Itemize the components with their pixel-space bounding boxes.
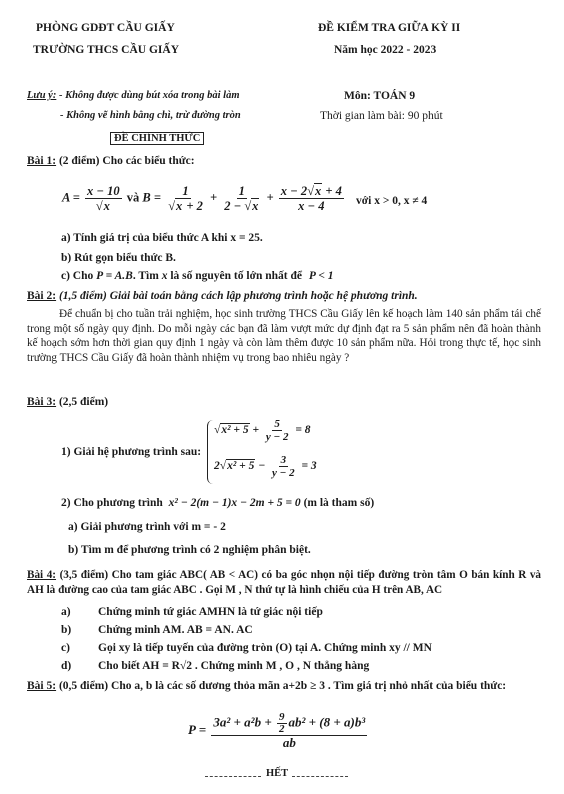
bai1-c-formula: P = A.B (96, 270, 133, 282)
footer-rule-left (205, 776, 261, 777)
bai1-a: a) Tính giá trị của biểu thức A khi x = 25. (61, 232, 263, 244)
bai1-c-mid: . Tìm (132, 270, 159, 282)
bai5-expression: P = 3a² + a²b + $\frac{9}{2}$ ab² + (8 + a)b³ ab (188, 711, 366, 750)
bai1-c-var: x (161, 270, 168, 282)
school-name: TRƯỜNG THCS CẦU GIẤY (33, 44, 180, 56)
bai4-intro: (3,5 điểm) Cho tam giác ABC( AB < AC) có ba góc nhọn nội tiếp đường tròn tâm O bán kính R và AH là đường cao của tam giác ABC . Gọi M , N thứ tự là hình chiếu của H trên AB, AC (27, 569, 542, 596)
note-text-1: - Không được dùng bút xóa trong bài làm (58, 90, 240, 101)
bai4-text-c: Gọi xy là tiếp tuyến của đường tròn (O) tại A. Chứng minh xy // MN (98, 642, 432, 654)
bai3-q2 (61, 497, 374, 509)
bai3-heading (27, 396, 108, 408)
bai3-q2-equation: x² − 2(m − 1)x − 2m + 5 = 0 (168, 497, 301, 509)
footer-end: HẾT (266, 768, 289, 779)
bai2-title: Bài 2: (27, 290, 57, 302)
bai3-intro: (2,5 điểm) (58, 396, 109, 408)
bai1-condition: với x > 0, x ≠ 4 (356, 195, 428, 207)
bai3-q2-post: (m là tham số) (303, 497, 375, 509)
bai1-c (61, 270, 334, 282)
official-stamp: ĐỀ CHÍNH THỨC (110, 132, 204, 145)
bai4-label-c: c) (61, 642, 70, 654)
bai4-label-b: b) (61, 624, 72, 636)
expression-a-b: A = $\frac{x - 10}{√x}$ và B = $\frac{1}{√x + 2}$ + $\frac{1}{2 - √x}$ + $\frac{x - 2√x + 4}{x - 4}$ (62, 184, 342, 213)
bai3-q1: 1) Giải hệ phương trình sau: (61, 446, 202, 458)
bai3-q2b: b) Tìm m để phương trình có 2 nghiệm phân biệt. (68, 544, 311, 556)
system-eq-1: √x² + 5 + $\frac{5}{y - 2}$ = 8 (214, 418, 311, 443)
bai1-heading (27, 155, 195, 167)
bai2-intro: (1,5 điểm) Giải bài toán bằng cách lập phương trình hoặc hệ phương trình. (58, 290, 418, 302)
bai5-title: Bài 5: (27, 680, 57, 692)
bai3-q2-pre: 2) Cho phương trình (61, 497, 163, 509)
bai4-text-a: Chứng minh tứ giác AMHN là tứ giác nội tiếp (98, 606, 323, 618)
bai1-intro: (2 điểm) Cho các biểu thức: (58, 155, 195, 167)
bai4-label-d: d) (61, 660, 72, 672)
footer-rule-right (292, 776, 348, 777)
bai1-c-pre: c) Cho (61, 270, 94, 282)
bai4-title: Bài 4: (27, 569, 57, 581)
bai2-heading (27, 290, 418, 302)
bai1-c-post: là số nguyên tố lớn nhất để (170, 270, 302, 282)
duration: Thời gian làm bài: 90 phút (320, 110, 443, 122)
bai4-label-a: a) (61, 606, 71, 618)
bai2-body: Để chuẩn bị cho tuần trải nghiệm, học sinh trường THCS Cầu Giấy lên kế hoạch làm 140 sản phẩm tái chế trong một số ngày quy định. Do mỗi ngày các bạn đã làm vượt mức dự định đạt ra 5 sản phẩm nên đã hoàn thành kế hoạch sớm hơn thời gian quy định 1 ngày và còn làm thêm được 10 sản phẩm nữa. Hỏi trong thực tế, học sinh trường THCS Cầu Giấy đã hoàn thành nhiệm vụ trong bao nhiêu ngày ? (27, 308, 541, 364)
bai4-intro-block (27, 568, 541, 597)
bai3-title: Bài 3: (27, 396, 57, 408)
bai5-intro: (0,5 điểm) Cho a, b là các số dương thỏa mãn a+2b ≥ 3 . Tìm giá trị nhỏ nhất của biểu thức: (58, 680, 507, 692)
bai3-q2a: a) Giải phương trình với m = - 2 (68, 521, 226, 533)
system-eq-2: 2√x² + 5 − $\frac{3}{y - 2}$ = 3 (214, 454, 317, 479)
exam-title: ĐỀ KIỂM TRA GIỮA KỲ II (318, 22, 461, 34)
bai5-heading (27, 680, 506, 692)
note-line-1 (27, 90, 240, 101)
bai4-text-b: Chứng minh AM. AB = AN. AC (98, 624, 253, 636)
bai1-b: b) Rút gọn biểu thức B. (61, 252, 176, 264)
note-text-2: - Không vẽ hình bằng chì, trừ đường tròn (60, 110, 241, 121)
note-label: Lưu ý: (27, 90, 57, 101)
dept-name: PHÒNG GDĐT CẦU GIẤY (36, 22, 175, 34)
bai1-title: Bài 1: (27, 155, 57, 167)
school-year: Năm học 2022 - 2023 (334, 44, 437, 56)
subject: Môn: TOÁN 9 (344, 90, 416, 102)
bai1-c-ineq: P < 1 (308, 270, 334, 282)
bai4-text-d: Cho biết AH = R√2 . Chứng minh M , O , N thẳng hàng (98, 660, 370, 672)
